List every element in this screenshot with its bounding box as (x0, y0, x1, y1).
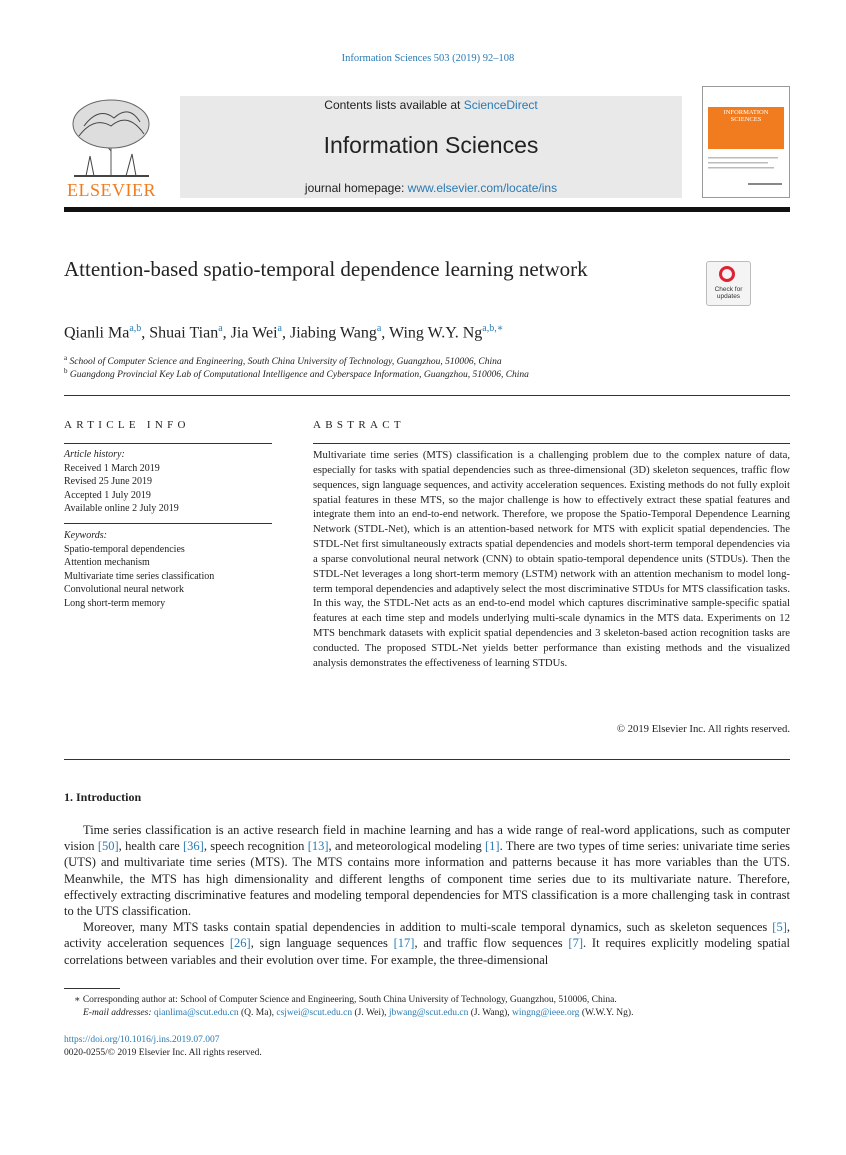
cover-banner (708, 107, 784, 149)
citation-link[interactable]: [5] (772, 920, 787, 935)
author-sup[interactable]: a,b (129, 323, 142, 334)
issn-line: 0020-0255/© 2019 Elsevier Inc. All rights reserved. (64, 1048, 262, 1058)
citation-link[interactable]: [17] (393, 936, 415, 951)
affiliation-mark: b (64, 367, 68, 375)
intro-paragraph (64, 822, 790, 919)
article-info-rule (64, 443, 272, 444)
author-sup[interactable]: a,b,∗ (482, 323, 504, 334)
citation-link[interactable]: [1] (485, 839, 500, 854)
crossmark-label-line2: updates (716, 293, 741, 300)
paragraph-text: , speech recognition (203, 839, 308, 854)
citation-link[interactable]: [7] (568, 936, 583, 951)
paragraph-text: Moreover, many MTS tasks contain spatial dependencies in addition to multi-scale temporal dynamics, such as skeleton sequences (83, 920, 773, 935)
crossmark-icon (719, 266, 735, 282)
email-owner: (W.W.Y. Ng). (579, 1008, 634, 1018)
corresponding-author-note: ∗ Corresponding author at: School of Computer Science and Engineering, South China University of Technology, Guangzhou, 510006, China. (74, 995, 617, 1005)
author-name[interactable]: Shuai Tian (149, 324, 219, 342)
elsevier-tree-icon (64, 96, 159, 178)
abstract-rule (313, 443, 790, 444)
doi-link[interactable]: https://doi.org/10.1016/j.ins.2019.07.007 (64, 1035, 220, 1045)
crossmark-label-line1: Check for (714, 286, 743, 293)
paragraph-text: , and traffic flow sequences (414, 936, 569, 951)
email-link[interactable]: wingng@ieee.org (512, 1008, 580, 1018)
section-rule (64, 395, 790, 396)
cover-lines-icon (708, 155, 784, 191)
abstract-heading: ABSTRACT (313, 419, 405, 431)
author-list: Qianli Ma$^{a,b}$, Shuai Tian$^a$, Jia Wei$^a$, Jiabing Wang$^a$, Wing W.Y. $Ng^{a,b,∗}$ (64, 323, 504, 342)
header-rule (64, 207, 790, 212)
paragraph-text: , health care (118, 839, 183, 854)
history-item: Revised 25 June 2019 (64, 476, 153, 487)
contents-prefix: Contents lists available at (324, 98, 464, 112)
paragraph-text: , activity acceleration sequences (64, 920, 790, 951)
crossmark-label (707, 286, 750, 300)
citation-link[interactable]: [50] (97, 839, 119, 854)
author-name[interactable]: Qianli Ma (64, 324, 130, 342)
email-link[interactable]: jbwang@scut.edu.cn (388, 1008, 469, 1018)
keyword-item: Attention mechanism (64, 557, 150, 568)
email-addresses (83, 1008, 633, 1018)
keyword-item: Convolutional neural network (64, 584, 184, 595)
journal-citation[interactable]: Information Sciences 503 (2019) 92–108 (341, 53, 515, 64)
citation-link[interactable]: [26] (229, 936, 251, 951)
citation-link[interactable]: [13] (307, 839, 329, 854)
paragraph-text: , and meteorological modeling (328, 839, 486, 854)
affiliation-text: School of Computer Science and Engineering, South China University of Technology, Guangzhou, 510006, China (69, 357, 502, 368)
elsevier-wordmark: ELSEVIER (67, 180, 156, 200)
elsevier-logo (64, 96, 159, 199)
section-rule (64, 759, 790, 760)
cover-title: INFORMATION SCIENCES (723, 109, 769, 123)
keywords-label: Keywords: (64, 530, 107, 541)
history-item: Accepted 1 July 2019 (64, 489, 151, 501)
citation-link[interactable]: [36] (182, 839, 204, 854)
author-name[interactable]: Jia Wei (230, 324, 278, 342)
keyword-item: Multivariate time series classification (64, 570, 215, 582)
article-history (64, 448, 179, 516)
paragraph-text: , sign language sequences (250, 936, 394, 951)
homepage-prefix: journal homepage: (304, 181, 408, 195)
journal-title: Information Sciences (323, 132, 539, 158)
keyword-item: Long short-term memory (64, 597, 166, 609)
check-for-updates-button[interactable] (706, 261, 751, 306)
paragraph-text: Time series classification is an active research field in machine learning and has a wide range of real-word applications, such as computer vision (64, 823, 790, 854)
author-sup[interactable]: a (277, 323, 282, 334)
email-owner: (J. Wei), (352, 1008, 389, 1018)
abstract-copyright: © 2019 Elsevier Inc. All rights reserved. (616, 723, 790, 735)
keyword-item: Spatio-temporal dependencies (64, 543, 185, 555)
footnote-rule (64, 988, 120, 989)
section-heading: 1. Introduction (64, 790, 142, 804)
author-sup[interactable]: a (376, 323, 382, 334)
homepage-line (180, 181, 682, 195)
history-item: Available online 2 July 2019 (64, 503, 179, 514)
email-owner: (Q. Ma), (238, 1008, 277, 1018)
intro-paragraph (64, 919, 790, 968)
author-name[interactable]: Wing W.Y. Ng (389, 324, 483, 342)
paper-title: Attention-based spatio-temporal dependence learning network (64, 257, 588, 281)
affiliation (64, 367, 529, 380)
author-name[interactable]: Jiabing Wang (289, 324, 377, 342)
homepage-link[interactable]: www.elsevier.com/locate/ins (407, 181, 558, 195)
history-label: Article history: (64, 449, 125, 460)
journal-cover[interactable] (702, 86, 790, 198)
intro-body (64, 822, 790, 968)
history-item: Received 1 March 2019 (64, 462, 160, 474)
email-link[interactable]: qianlima@scut.edu.cn (153, 1008, 239, 1018)
affiliation (64, 354, 502, 367)
article-info-heading: ARTICLE INFO (64, 419, 190, 431)
affiliation-mark: a (64, 354, 68, 362)
email-owner: (J. Wang), (468, 1008, 513, 1018)
affiliation-text: Guangdong Provincial Key Lab of Computational Intelligence and Cyberspace Information, Guangzhou, 510006, China (69, 370, 529, 381)
journal-header (180, 96, 682, 198)
keywords (64, 529, 214, 610)
abstract-text: Multivariate time series (MTS) classification is a challenging problem due to the complex nature of data, especially for tasks with spatial dependencies such as three-dimensional (3D) skeleton sequences, traffic flow sequences, sign language sequences, and activity acceleration sequences. Existing methods do not fully exploit spatial features in these MTS, so the major challenge is how to effectively extract these spatial features and integrate them into an end-to-end network. Therefore, we propose the Spatio-Temporal Dependence Learning Network (STDL-Net), which is an attention-based network for MTS with explicit spatial dependencies. The STDL-Net first simultaneously extracts spatial dependencies and models short-term temporal dependencies via a sparse convolutional neural network (CNN) to obtain spatio-temporal dependence units (STDUs). Then the STDL-Net leverages a long short-term memory (LSTM) network with an attention mechanism to model long-term temporal dependencies and adaptively select the most discriminative STDUs for MTS classification tasks. In this way, the STDL-Net acts as an end-to-end model which captures discriminative sample-specific spatial features at each time step and models underlying multi-scale dynamics in the MTS data. Experiments on 12 MTS benchmark datasets with explicit spatial dependencies and 3 skeleton-based action recognition tasks are conducted. The proposed STDL-Net yields better performance than existing methods and the visualized analysis demonstrates the effectiveness of learning STDUs. (313, 449, 790, 669)
author-sup[interactable]: a (218, 323, 223, 334)
email-link[interactable]: csjwei@scut.edu.cn (276, 1008, 353, 1018)
paragraph-text: . It requires explicitly modeling spatial correlations between variables and their evolution over time. For example, the three-dimensional (64, 936, 790, 967)
paragraph-text: . There are two types of time series: univariate time series (UTS) and multivariate time series (MTS). The MTS contains more information and patterns because it has more variables than the UTS. Meanwhile, the MTS has high dimensionality and different lengths of component time series due to its multivariate nature. Therefore, effectively extracting discriminative features and modeling temporal dependencies for MTS classification is a more challenging task in contrast to the UTS classification. (64, 839, 791, 919)
keywords-rule (64, 523, 272, 524)
email-label: E-mail addresses: (83, 1008, 154, 1018)
contents-line (180, 98, 682, 112)
sciencedirect-link[interactable]: ScienceDirect (463, 98, 538, 112)
